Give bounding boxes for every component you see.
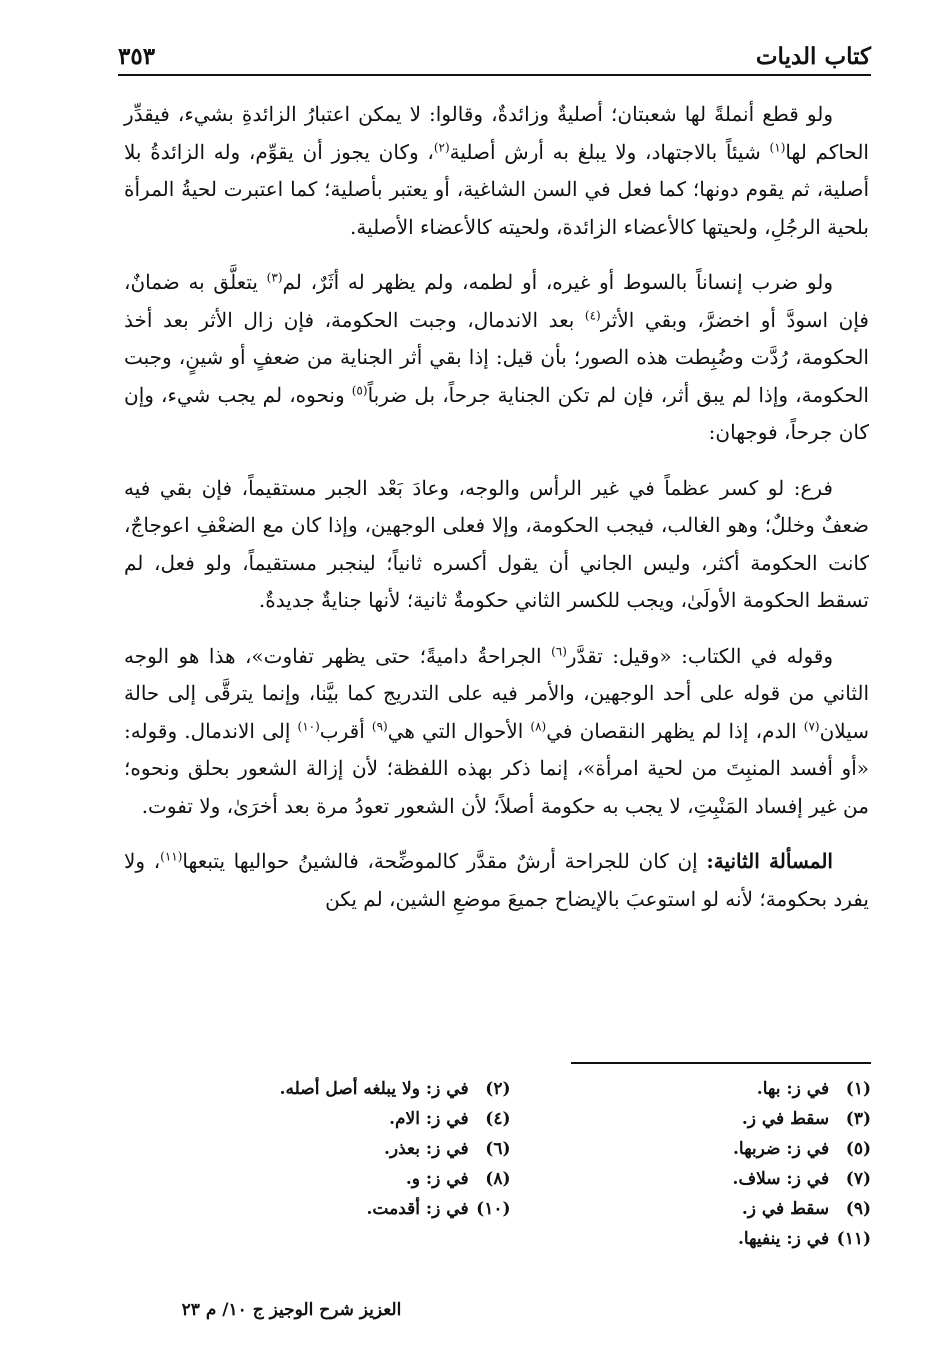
text-run: الجراحةُ داميةً؛ حتى يظهر تفاوت»، هذا هو الوجه الثاني من قوله على أحد الوجهين، والأمر فيه على التدريج كما بيَّنا، وإنما يترقَّى إلى حالة سيلان xyxy=(124,643,869,743)
footnote-marker: (٤) xyxy=(584,307,601,322)
footnote-marker: (٦) xyxy=(551,643,567,658)
footnote-marker: (٩) xyxy=(371,718,388,733)
paragraph xyxy=(124,843,869,918)
footnote-text: في ز: ولا يبلغه أصل أصله. xyxy=(279,1079,475,1099)
text-run: الأحوال التي هي xyxy=(387,718,531,743)
text-run: ولو قطع أنملةً لها شعبتان؛ أصليةٌ وزائدةٌ، وقالوا: لا يمكن اعتبارُ الزائدةِ بشيء، فيقدِّر الحاكم لها xyxy=(124,102,869,164)
text-run: إن كان للجراحة أرشٌ مقدَّر كالموضِّحة، فالشينُ حواليها يتبعها xyxy=(182,849,707,873)
book-title: كتاب الديات xyxy=(755,43,871,70)
page-number: ٣٥٣ xyxy=(118,43,156,70)
footnote-number: (١) xyxy=(845,1079,871,1099)
footer-signature: العزيز شرح الوجيز ج ١٠/ م ٢٣ xyxy=(181,1300,402,1320)
text-run: شيئاً بالاجتهاد، ولا يبلغ به أرش أصلية xyxy=(449,139,770,164)
footnote xyxy=(511,1194,872,1224)
footnote-marker: (٧) xyxy=(803,718,820,733)
footnotes xyxy=(150,1074,871,1254)
paragraph xyxy=(124,470,869,620)
footnote-number: (٩) xyxy=(845,1199,871,1219)
footnote-number: (١٠) xyxy=(476,1199,511,1219)
footnote-marker: (١٠) xyxy=(297,718,320,733)
running-header xyxy=(118,30,871,70)
footnote-text: سقط في ز. xyxy=(741,1199,835,1219)
text-run: ، وكان يجوز أن يقوِّم، وله الزائدةُ بلا أصلية، ثم يقوم دونها؛ كما فعل في السن الشاغية، أو يعتبر بأصلية؛ كما اعتبرت لحيةُ المرأة بلحية الرجُلِ، ولحيتها كالأعضاء الزائدة، ولحيته كالأعضاء الأصلية. xyxy=(124,139,869,239)
footnote-marker: (١١) xyxy=(160,849,183,864)
footnote-text: في ز: ينفيها. xyxy=(737,1229,835,1249)
footnote xyxy=(150,1074,511,1104)
footnote-marker: (٢) xyxy=(433,139,450,154)
footnote xyxy=(511,1224,872,1254)
text-run: إلى الاندمال. وقوله: «أو أفسد المنبِتَ من لحية امرأة»، إنما ذكر بهذه اللفظة؛ لأن إزالة الشعور بحلق ونحوه؛ من غير إفساد المَنْبِتِ، لا يجب به حكومة أصلاً؛ لأن الشعور تعودُ مرة بعد أخرَىٰ، ولا تفوت. xyxy=(124,718,869,818)
footnote-number: (٤) xyxy=(485,1109,511,1129)
footnote-text: في ز: سلاف. xyxy=(732,1169,835,1189)
text-run: وقوله في الكتاب: «وقيل: تقدَّر xyxy=(566,643,834,668)
footnote-text: في ز: أقدمت. xyxy=(366,1199,475,1219)
footnote-text: في ز: الام. xyxy=(389,1109,475,1129)
body-text xyxy=(124,96,869,936)
footnote-number: (٨) xyxy=(485,1169,511,1189)
footnote-divider xyxy=(571,1062,871,1064)
text-run: ، ولا يفرد بحكومة؛ لأنه لو استوعبَ بالإيضاح جميعَ موضعِ الشين، لم يكن xyxy=(124,849,869,911)
footnote xyxy=(511,1104,872,1134)
footnote-marker: (١) xyxy=(769,139,786,154)
text-run: يتعلَّق به ضمانٌ، فإن اسودَّ أو اخضرَّ، وبقي الأثر xyxy=(124,270,869,332)
paragraph xyxy=(124,638,869,826)
footnote xyxy=(150,1134,511,1164)
footnote xyxy=(511,1074,872,1104)
footnote xyxy=(150,1194,511,1224)
footnote-marker: (٥) xyxy=(351,382,368,397)
footnote-number: (٧) xyxy=(845,1169,871,1189)
footnote xyxy=(511,1134,872,1164)
footnote-text: في ز: ضربها. xyxy=(732,1139,835,1159)
footnote-marker: (٣) xyxy=(266,270,283,285)
footnote xyxy=(150,1164,511,1194)
text-run: الدم، إذا لم يظهر النقصان في xyxy=(546,718,804,743)
text-run: أقرب xyxy=(319,718,372,743)
footnote-text: في ز: بها. xyxy=(756,1079,835,1099)
footnote-number: (٣) xyxy=(845,1109,871,1129)
footnote-text: في ز: بعذر. xyxy=(383,1139,475,1159)
text-run: ونحوه، لم يجب شيء، وإن كان جرحاً، فوجهان: xyxy=(124,382,869,444)
section-title: المسألة الثانية: xyxy=(706,849,833,873)
page-footer xyxy=(0,1300,943,1320)
footnote xyxy=(511,1164,872,1194)
text-run: فرع: لو كسر عظماً في غير الرأس والوجه، وعادَ بَعْد الجبر مستقيماً، فإن بقي فيه ضعفٌ وخللٌ؛ وهو الغالب، فيجب الحكومة، وإلا فعلى الوجهين، وإذا كان مع الضعْفِ اعوجاجٌ، كانت الحكومة أكثر، وليس الجاني أن يقول أكسره ثانياً؛ لينجبر مستقيماً، ولو فعل، لم تسقط الحكومة الأولَىٰ، ويجب للكسر الثاني حكومةٌ ثانية؛ لأنها جنايةٌ جديدةٌ. xyxy=(124,475,869,612)
text-run: ولو ضرب إنساناً بالسوط أو غيره، أو لطمه، ولم يظهر له أثَرٌ، لم xyxy=(282,270,833,294)
paragraph xyxy=(124,264,869,452)
header-divider xyxy=(118,74,871,76)
footnote-text: سقط في ز. xyxy=(741,1109,835,1129)
paragraph xyxy=(124,96,869,246)
footnote-number: (٥) xyxy=(845,1139,871,1159)
footnote-number: (٢) xyxy=(485,1079,511,1099)
footnote-number: (٦) xyxy=(485,1139,511,1159)
footnote-number: (١١) xyxy=(836,1229,871,1249)
footnote xyxy=(150,1104,511,1134)
text-run: بعد الاندمال، وجبت الحكومة، فإن زال الأثر بعد أخذ الحكومة، رُدَّت وضُبِطت هذه الصور؛ بأن قيل: إذا بقي أثر الجناية من ضعفٍ أو شينٍ، وجبت الحكومة، وإذا لم يبق أثر، فإن لم تكن الجناية جرحاً، بل ضرباً xyxy=(124,307,869,407)
footnote-text: في ز: و. xyxy=(405,1169,475,1189)
footnote-marker: (٨) xyxy=(530,718,547,733)
